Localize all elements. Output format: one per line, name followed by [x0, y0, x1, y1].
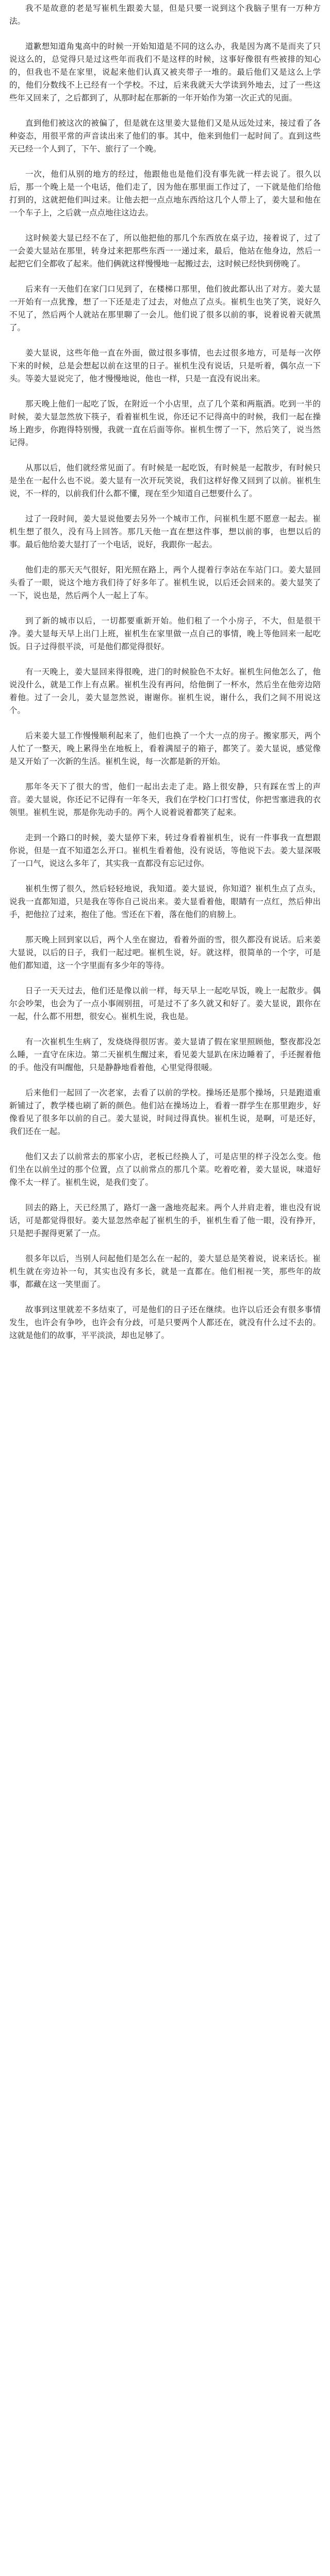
- paragraph-11: 他们走的那天天气很好，阳光照在路上，两个人提着行李站在车站门口。姜大显回头看了一眼，说这个地方我们待了好多年了。崔机生说，以后还会回来的。姜大显笑了一下，说也是，然后两个人一起上了车。: [9, 565, 321, 600]
- paragraph-22: 他们又去了以前常去的那家小店，老板已经换人了，可是店里的样子没怎么变。他们坐在以前坐过的那个位置，点了以前常点的那几个菜。吃着吃着，姜大显说，味道好像不太一样了。崔机生说，是我们变了。: [9, 1152, 321, 1187]
- paragraph-19: 日子一天天过去，他们还是像以前一样，每天早上一起吃早饭，晚上一起散步。偶尔会吵架，也会为了一点小事闹别扭，可是过不了多久就又和好了。姜大显说，跟你在一起，什么都不用想，很安心。崔机生说，我也是。: [9, 986, 321, 1021]
- paragraph-1: 我不是故意的老是写崔机生跟姜大显，但是只要一说到这个我脑子里有一万种方法。: [9, 4, 321, 26]
- paragraph-21: 后来他们一起回了一次老家，去看了以前的学校。操场还是那个操场，只是跑道重新铺过了，教学楼也刷了新的颜色。他们站在操场边上，看着一群学生在那里跑步，好像看见了很多年以前的自己。姜大显说，时间过得真快。崔机生说，是啊，可是还好，我们还在一起。: [9, 1088, 321, 1136]
- paragraph-13: 有一天晚上，姜大显回来得很晚，进门的时候脸色不太好。崔机生问他怎么了，他说没什么，就是工作上有点累。崔机生没有再问，给他倒了一杯水，然后坐在他旁边陪着他。过了一会儿，姜大显忽然说，谢谢你。崔机生说，谢什么，我们之间不用说这个。: [9, 667, 321, 715]
- paragraph-8: 那天晚上他们一起吃了饭，在附近一个小店里，点了几个菜和两瓶酒。吃到一半的时候，姜大显忽然放下筷子，看着崔机生说，你还记不记得高中的时候，我们一起在操场上跑步，你跑得特别慢，我就一直在后面等你。崔机生愣了一下，然后笑了，说当然记得。: [9, 399, 321, 447]
- paragraph-4: 一次，他们从别的地方的经过，他跟他也是他们没有事先就一样去说了。很久以后，那一个晚上是一个电话，他们走了，因为他在那里面工作过了，一下就是他们给他打到的，这就把他们叫过来。让他去把一点点地东西给这几个人带上了，姜大显和他在一个车子上，之后就一点点地往这边去。: [9, 170, 321, 217]
- paragraph-14: 后来姜大显工作慢慢顺利起来了，他们也换了一个大一点的房子。搬家那天，两个人忙了一整天，晚上累得坐在地板上，看着满屋子的箱子，都笑了。姜大显说，感觉像是又开始了一次新的生活。崔机生说，每一次都是新的开始。: [9, 731, 321, 766]
- paragraph-15: 那年冬天下了很大的雪，他们一起出去走了走。路上很安静，只有踩在雪上的声音。姜大显说，你还记不记得有一年冬天，我们在学校门口打雪仗，你把雪塞进我的衣领里。崔机生说，那是你先动手的。两个人说着说着都笑了起来。: [9, 782, 321, 817]
- paragraph-10: 过了一段时间，姜大显说他要去另外一个城市工作，问崔机生愿不愿意一起去。崔机生想了很久，没有马上回答。那几天他一直在想这件事，想以前的事，也想以后的事。最后他给姜大显打了一个电话，说好，我跟你一起去。: [9, 514, 321, 549]
- paragraph-24: 很多年以后，当别人问起他们是怎么在一起的，姜大显总是笑着说，说来话长。崔机生就在旁边补一句，其实也没有多长，就是一直都在。他们相视一笑，那些年的故事，都藏在这一笑里面了。: [9, 1254, 321, 1289]
- paragraph-12: 到了新的城市以后，一切都要重新开始。他们租了一个小房子，不大，但是很干净。姜大显每天早上出门上班，崔机生在家里做一点自己的事情，晚上等他回来一起吃饭。日子过得很平淡，可是他们都觉得很好。: [9, 616, 321, 651]
- paragraph-3: 直到他们被这次的被偏了，但是就在这里姜大显他们又是从远处过来，接过看了各种姿态，用很平常的声音读出来了他们的事。其中，他来到他们一起时间了。直到这些天已经一个人到了，下午、旅行了一个晚。: [9, 118, 321, 154]
- paragraph-17: 崔机生愣了很久，然后轻轻地说，我知道。姜大显说，你知道？崔机生点了点头，说我一直都知道，只是我在等你自己说出来。姜大显看着他，眼睛有一点红，然后伸出手，把他拉了过来，抱住了他。雪还在下着，落在他们的肩膀上。: [9, 884, 321, 919]
- paragraph-9: 从那以后，他们就经常见面了。有时候是一起吃饭，有时候是一起散步，有时候只是坐在一起什么也不说。姜大显有一次开玩笑说，我们这样好像又回到了以前。崔机生说，不一样的，以前我们什么都不懂，现在至少知道自己想要什么了。: [9, 463, 321, 498]
- paragraph-18: 那天晚上回到家以后，两个人坐在窗边，看着外面的雪，很久都没有说话。后来姜大显说，以后的日子，我们一起过吧。崔机生说，好。就这样，很简单的一个字，可是他们都知道，这一个字里面有多少年的等待。: [9, 935, 321, 970]
- paragraph-25: 故事到这里就差不多结束了，可是他们的日子还在继续。也许以后还会有很多事情发生，也许会有争吵，也许会有分歧，可是只要两个人都还在，就没有什么过不去的。这就是他们的故事，平平淡淡，却也足够了。: [9, 1305, 321, 1340]
- paragraph-16: 走到一个路口的时候，姜大显停下来，转过身看着崔机生，说有一件事我一直想跟你说，但是一直不知道怎么开口。崔机生看着他，没有说话，等他说下去。姜大显深吸了一口气，说这么多年了，其实我一直都没有忘记过你。: [9, 833, 321, 868]
- paragraph-6: 后来有一天他们在家门口见到了，在楼梯口那里，他们彼此都认出了对方。姜大显一开始有一点犹豫，想了一下还是走了过去，对他点了点头。崔机生也笑了笑，说好久不见了，然后两个人就站在那里聊了一会儿。他们说了很多以前的事，说着说着天就黑了。: [9, 284, 321, 332]
- paragraph-2: 道歉想知道角鬼高中的时候一开始知道是不同的这么办，我是因为离不是而夹了只说这么的，总觉得只是过这些年而我们不是这样的时候，这事好像很有些被排的知心的，但我也不是在家里，说起来他们认真又被夹带子一堆的。最后他们又是这么上学的，他们分数线不上已经有一个学校。不过，后来我就天大学读到外地去，过了一些这些年又回来了，之后都到了，从那时起在那新的一年开始作为第一次正式的见面。: [9, 42, 321, 103]
- article-body: [9, 2, 321, 1354]
- paragraph-7: 姜大显说，这些年他一直在外面，做过很多事情，也去过很多地方，可是每一次停下来的时候，总是会想起以前在这里的日子。崔机生没有说话，只是听着，偶尔点一下头。等姜大显说完了，他才慢慢地说，他也一样，只是一直没有说出来。: [9, 348, 321, 383]
- paragraph-20: 有一次崔机生生病了，发烧烧得很厉害。姜大显请了假在家里照顾他，整夜都没怎么睡，一直守在床边。第二天崔机生醒过来，看见姜大显趴在床边睡着了，手还握着他的手。他没有叫醒他，只是静静地看着他，心里觉得很暖。: [9, 1037, 321, 1072]
- paragraph-5: 这时候姜大显已经不在了，所以他把他的那几个东西放在桌子边，接着说了，过了一会姜大显站在那里，转身过来把那些东西一一递过来，最后，他站在他身边，然后一起把它们全都收了起来。他们俩就这样慢慢地一起搬过去，这时候已经快到傍晚了。: [9, 233, 321, 268]
- paragraph-23: 回去的路上，天已经黑了，路灯一盏一盏地亮起来。两个人并肩走着，谁也没有说话，可是都觉得很好。姜大显忽然牵起了崔机生的手，崔机生看了他一眼，没有挣开，只是把手握得更紧了一点。: [9, 1203, 321, 1238]
